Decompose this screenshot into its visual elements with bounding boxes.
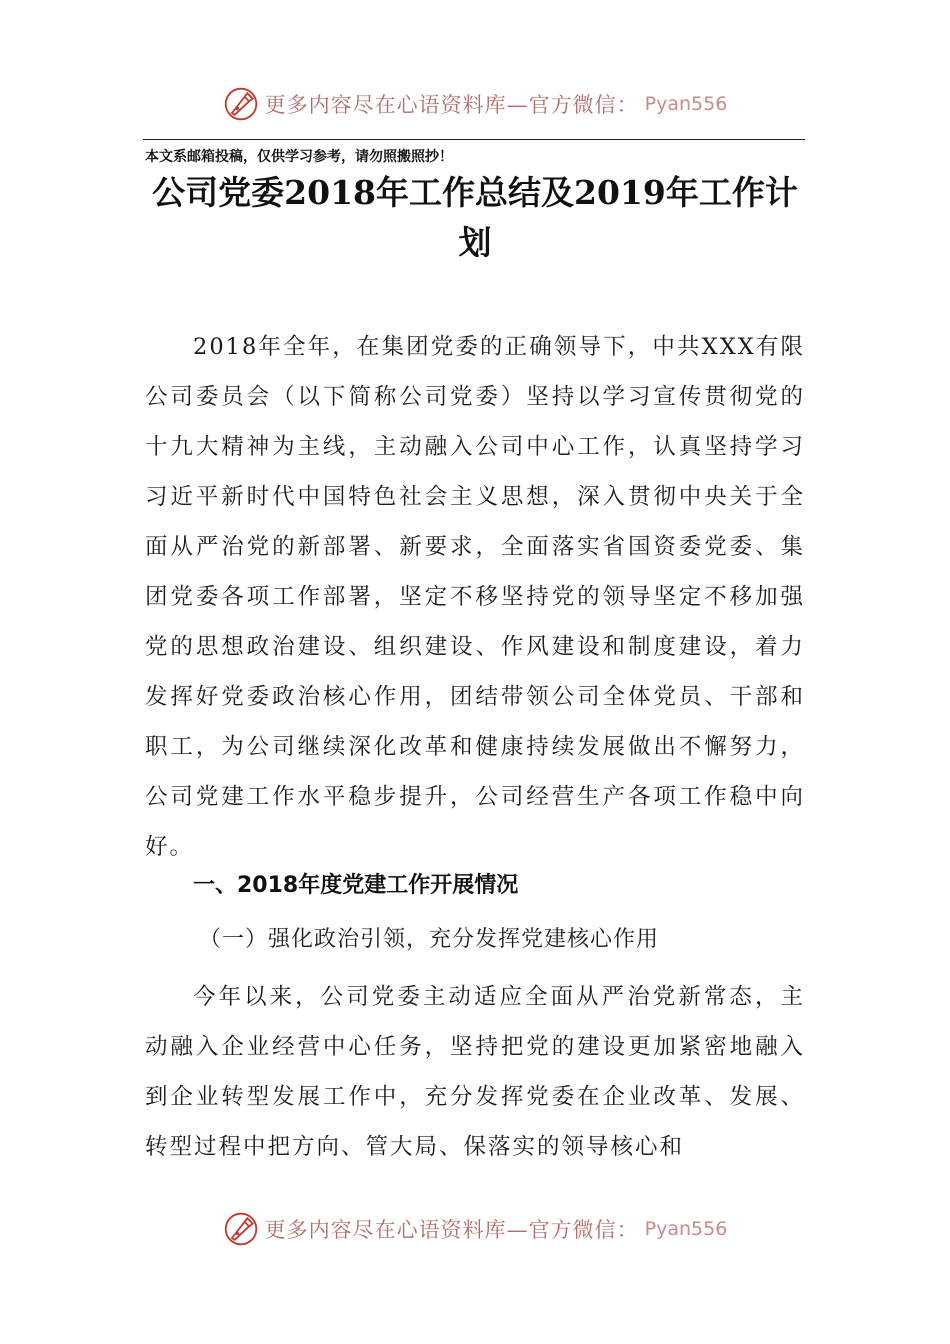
subsection-heading-1: （一）强化政治引领，充分发挥党建核心作用 bbox=[199, 927, 660, 952]
pen-nib-logo-icon bbox=[223, 86, 259, 122]
header-banner bbox=[0, 82, 950, 126]
banner-text: 更多内容尽在心语资料库—官方微信： bbox=[264, 1218, 639, 1242]
paragraph-intro: 2018年全年，在集团党委的正确领导下，中共XXX有限公司委员会（以下简称公司党委）坚持以学习宣传贯彻党的十九大精神为主线，主动融入公司中心工作，认真坚持学习习近平新时代中国特色社会主义思想，深入贯彻中央关于全面从严治党的新部署、新要求，全面落实省国资委党委、集团党委各项工作部署，坚定不移坚持党的领导坚定不移加强党的思想政治建设、组织建设、作风建设和制度建设，着力发挥好党委政治核心作用，团结带领公司全体党员、干部和职工，为公司继续深化改革和健康持续发展做出不懈努力，公司党建工作水平稳步提升，公司经营生产各项工作稳中向好。 bbox=[145, 334, 805, 860]
footer-banner bbox=[0, 1207, 950, 1251]
banner-wechat-id: Pyan556 bbox=[644, 93, 728, 115]
document-title: 公司党委2018年工作总结及2019年工作计划 bbox=[152, 173, 798, 262]
pen-nib-logo-icon bbox=[223, 1211, 259, 1247]
section-heading-1: 一、2018年度党建工作开展情况 bbox=[193, 873, 519, 898]
banner-wechat-id: Pyan556 bbox=[644, 1218, 728, 1240]
paragraph-subsection-1: 今年以来，公司党委主动适应全面从严治党新常态，主动融入企业经营中心任务，坚持把党的建设更加紧密地融入到企业转型发展工作中，充分发挥党委在企业改革、发展、转型过程中把方向、管大局、保落实的领导核心和 bbox=[145, 984, 805, 1160]
banner-text: 更多内容尽在心语资料库—官方微信： bbox=[264, 93, 639, 117]
header-divider bbox=[143, 139, 805, 140]
submission-notice: 本文系邮箱投稿，仅供学习参考，请勿照搬照抄！ bbox=[145, 149, 453, 165]
